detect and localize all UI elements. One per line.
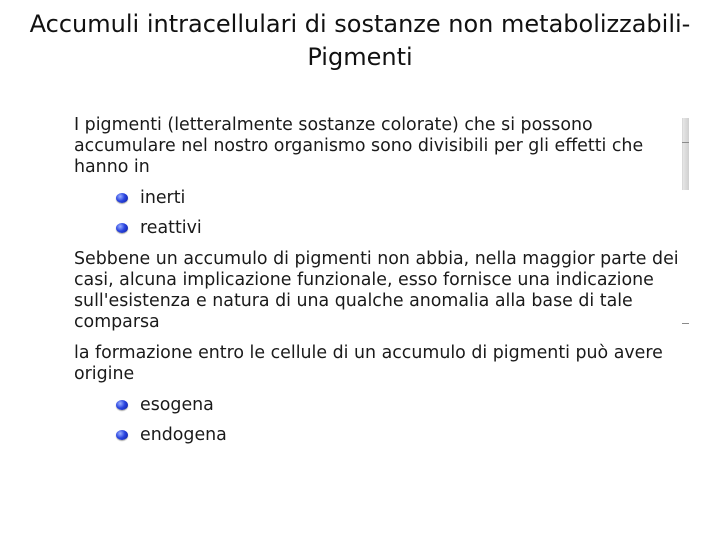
origin-paragraph: la formazione entro le cellule di un accumulo di pigmenti può avere origine	[74, 343, 663, 384]
list-item-label: endogena	[140, 425, 227, 445]
slide-title	[20, 8, 700, 74]
origins-list	[74, 395, 684, 446]
list-item-label: reattivi	[140, 218, 202, 238]
list-item	[116, 395, 684, 416]
blue-sphere-bullet-icon	[116, 193, 128, 203]
blue-sphere-bullet-icon	[116, 400, 128, 410]
list-item	[116, 188, 684, 209]
effects-list	[74, 188, 684, 239]
significance-paragraph: Sebbene un accumulo di pigmenti non abbia, nella maggior parte dei casi, alcuna implicazione funzionale, esso fornisce una indicazione sull'esistenza e natura di una qualche anomalia alla base di tale comparsa	[74, 249, 679, 332]
slide-title-line-2: Pigmenti	[307, 43, 413, 71]
slide-title-line-1: Accumuli intracellulari di sostanze non metabolizzabili-	[29, 10, 691, 38]
blue-sphere-bullet-icon	[116, 430, 128, 440]
list-item	[116, 218, 684, 239]
list-item	[116, 425, 684, 446]
blue-sphere-bullet-icon	[116, 223, 128, 233]
list-item-label: inerti	[140, 188, 186, 208]
slide-body	[74, 115, 684, 456]
list-item-label: esogena	[140, 395, 214, 415]
intro-paragraph: I pigmenti (letteralmente sostanze colorate) che si possono accumulare nel nostro organismo sono divisibili per gli effetti che hanno in	[74, 115, 644, 177]
